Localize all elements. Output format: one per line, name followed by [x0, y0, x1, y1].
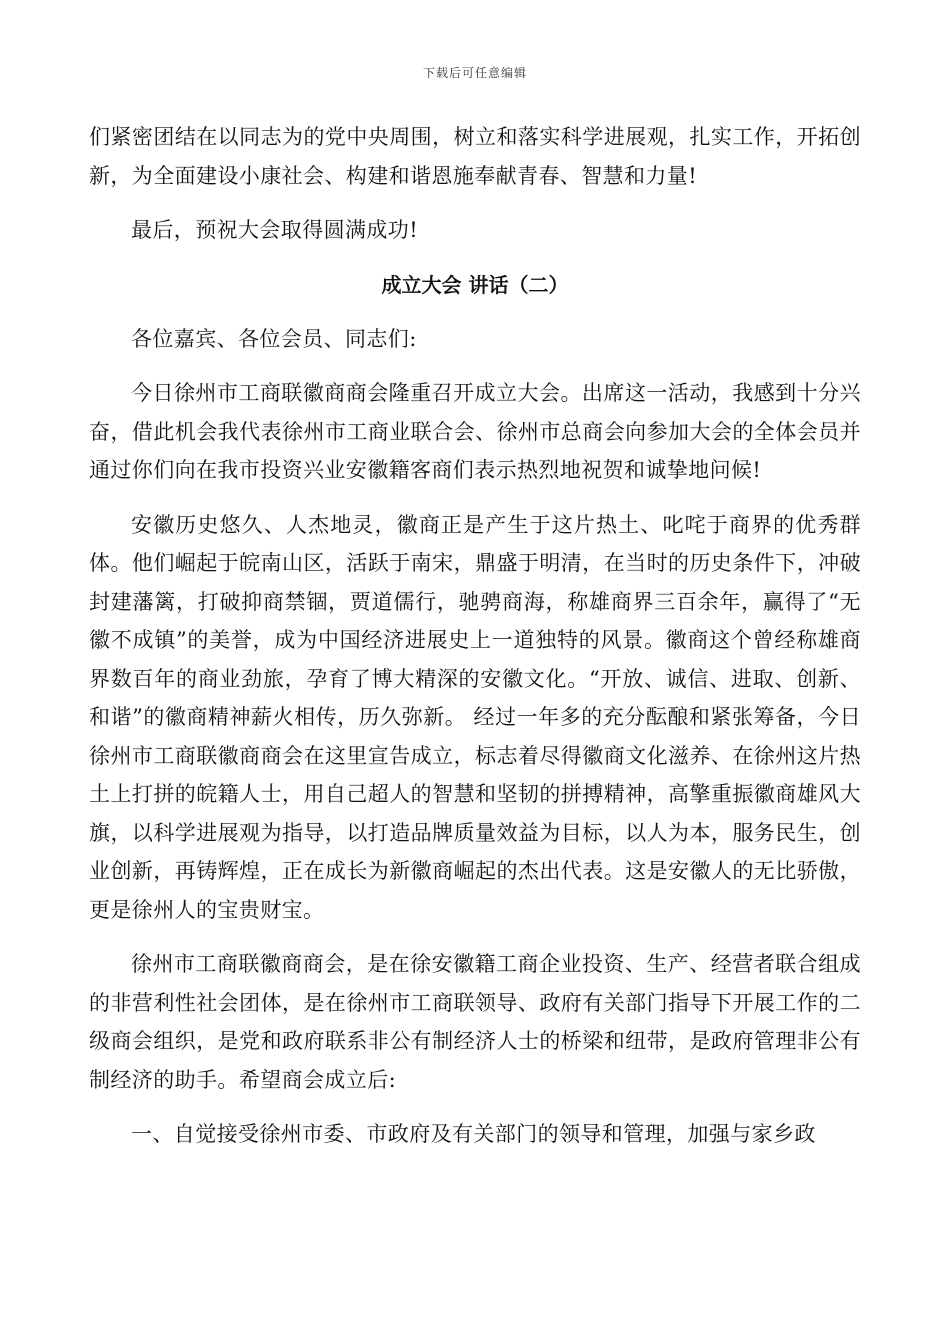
header-note: 下载后可任意编辑	[422, 66, 527, 80]
paragraph-gap	[89, 250, 861, 266]
paragraph-gap	[89, 195, 861, 211]
paragraph-chamber-description: 徐州市工商联徽商商会，是在徐安徽籍工商企业投资、生产、经营者联合组成的非营利性社会团体，是在徐州市工商联领导、政府有关部门指导下开展工作的二级商会组织，是党和政府联系非公有制经济人士的桥梁和纽带，是政府管理非公有制经济的助手。希望商会成立后:	[89, 952, 861, 1092]
paragraph-history: 安徽历史悠久、人杰地灵，徽商正是产生于这片热土、叱咤于商界的优秀群体。他们崛起于皖南山区，活跃于南宋，鼎盛于明清，在当时的历史条件下，冲破封建藩篱，打破抑商禁锢，贾道儒行，驰骋商海，称雄商界三百余年，赢得了“无徽不成镇”的美誉，成为中国经济进展史上一道独特的风景。徽商这个曾经称雄商界数百年的商业劲旅，孕育了博大精深的安徽文化。“开放、诚信、进取、创新、和谐”的徽商精神薪火相传，历久弥新。 经过一年多的充分酝酿和紧张筹备，今日徐州市工商联徽商商会在这里宣告成立，标志着尽得徽商文化滋养、在徐州这片热土上打拼的皖籍人士，用自己超人的智慧和坚韧的拼搏精神，高擎重振徽商雄风大旗，以科学进展观为指导，以打造品牌质量效益为目标，以人为本，服务民生，创业创新，再铸辉煌，正在成长为新徽商崛起的杰出代表。这是安徽人的无比骄傲，更是徐州人的宝贵财宝。	[89, 512, 861, 922]
paragraph-gap	[89, 929, 861, 945]
paragraph-closing-wish: 最后，预祝大会取得圆满成功!	[131, 218, 419, 242]
paragraph-gap	[89, 304, 861, 320]
paragraph-gap	[89, 1099, 861, 1115]
document-body	[89, 118, 861, 1154]
paragraph-opening: 今日徐州市工商联徽商商会隆重召开成立大会。出席这一活动，我感到十分兴奋，借此机会我代表徐州市工商业联合会、徐州市总商会向参加大会的全体会员并通过你们向在我市投资兴业安徽籍客商们表示热烈地祝贺和诚挚地问候!	[89, 381, 861, 482]
paragraph-salutation: 各位嘉宾、各位会员、同志们:	[131, 326, 417, 351]
paragraph-gap	[89, 490, 861, 506]
paragraph-continuation: 们紧密团结在以同志为的党中央周围，树立和落实科学进展观，扎实工作，开拓创新，为全面建设小康社会、构建和谐恩施奉献青春、智慧和力量!	[89, 125, 861, 188]
paragraph-point-one: 一、自觉接受徐州市委、市政府及有关部门的领导和管理，加强与家乡政	[131, 1122, 816, 1146]
section-title: 成立大会 讲话（二）	[381, 272, 569, 297]
paragraph-gap	[89, 358, 861, 374]
